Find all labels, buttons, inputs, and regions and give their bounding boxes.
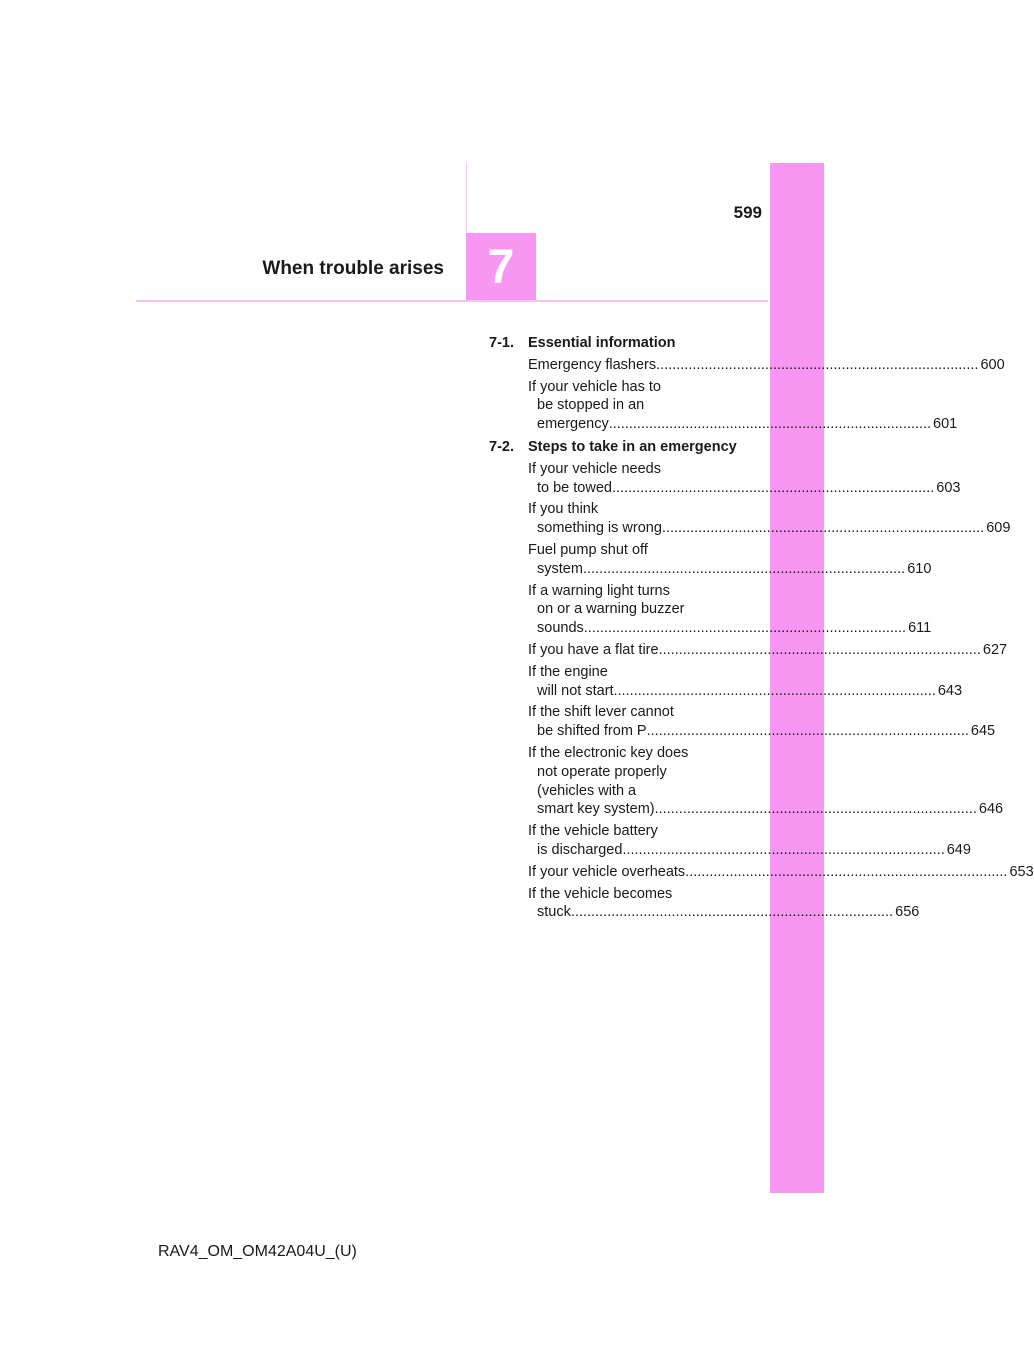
toc-page-number: 603 (936, 479, 961, 496)
toc-entry-text: something is wrong (537, 520, 662, 537)
toc-entry[interactable] (528, 378, 958, 434)
toc-entry-text: If you have a flat tire (528, 641, 659, 658)
toc-entry-text: (vehicles with a (537, 782, 637, 799)
dot-leader: ................................................................................ (661, 520, 985, 537)
header-horizontal-rule (136, 300, 768, 302)
toc-page-number: 645 (970, 723, 996, 740)
toc-page-number: 611 (908, 620, 932, 637)
header-vertical-rule (466, 163, 467, 233)
toc-page-number: 601 (933, 416, 958, 433)
toc-entry-text: If the vehicle becomes (528, 885, 673, 902)
dot-leader: ................................................................................ (658, 641, 981, 658)
toc-entry-text: If the vehicle battery (528, 823, 658, 840)
toc-page-number: 656 (895, 904, 920, 921)
page-number: 599 (733, 203, 762, 222)
toc-page-number: 643 (937, 682, 963, 699)
toc-entry-text: If your vehicle needs (528, 460, 661, 477)
toc-entry[interactable] (528, 356, 1005, 375)
section-number: 7-1. (489, 335, 514, 351)
toc-entry-text: Fuel pump shut off (528, 541, 648, 558)
toc-entry-text: on or a warning buzzer (537, 601, 685, 618)
toc-entry[interactable] (528, 663, 963, 701)
toc-entry[interactable] (528, 744, 1004, 819)
toc-entry[interactable] (528, 500, 1011, 538)
toc-entry-text: will not start (537, 682, 614, 699)
toc-page-number: 609 (986, 520, 1011, 537)
dot-leader: ................................................................................ (646, 723, 969, 740)
toc-page-number: 600 (980, 356, 1005, 373)
toc-page-number: 646 (978, 801, 1004, 818)
section-title: Steps to take in an emergency (528, 438, 737, 455)
toc-page-number: 627 (982, 641, 1008, 658)
toc-entry[interactable] (528, 641, 1008, 660)
toc-entry-text: system (537, 560, 583, 577)
toc-page-number: 610 (907, 560, 932, 577)
toc-entry[interactable] (528, 460, 961, 498)
dot-leader: ................................................................................ (613, 682, 936, 699)
toc-entry-text: If the shift lever cannot (528, 704, 674, 721)
dot-leader: ................................................................................ (654, 801, 977, 818)
toc-entry-text: If you think (528, 501, 599, 518)
toc-page-number: 649 (946, 841, 971, 858)
toc-entry-text: smart key system) (537, 801, 655, 818)
toc-entry-text: stuck (537, 904, 571, 921)
toc-section-heading[interactable] (489, 334, 759, 353)
toc-entry-text: If a warning light turns (528, 582, 670, 599)
toc-entry-text: be shifted from P (537, 723, 647, 740)
chapter-title: When trouble arises (262, 258, 444, 279)
toc-entry-text: If your vehicle overheats (528, 863, 686, 880)
toc-entry[interactable] (528, 822, 971, 860)
toc-page-number: 653 (1009, 863, 1034, 880)
dot-leader: ................................................................................ (622, 841, 945, 858)
toc-entry-text: sounds (537, 620, 584, 637)
toc-entry-text: not operate properly (537, 763, 667, 780)
toc-entry-text: If your vehicle has to (528, 378, 661, 395)
dot-leader: ................................................................................ (608, 416, 932, 433)
dot-leader: ................................................................................ (656, 356, 979, 373)
toc-entry[interactable] (528, 863, 1034, 882)
section-title: Essential information (528, 335, 676, 351)
dot-leader: ................................................................................ (570, 904, 894, 921)
dot-leader: ................................................................................ (582, 560, 906, 577)
toc-entry[interactable] (528, 703, 996, 741)
toc-entry-text: If the engine (528, 663, 608, 680)
toc-entry-text: be stopped in an (537, 397, 645, 414)
table-of-contents (489, 334, 1034, 922)
toc-section-heading[interactable] (489, 438, 759, 457)
footer-document-code: RAV4_OM_OM42A04U_(U) (158, 1243, 357, 1260)
dot-leader: ................................................................................ (583, 620, 907, 637)
toc-entry-text: emergency (537, 416, 609, 433)
dot-leader: ................................................................................ (611, 479, 935, 496)
toc-entry-text: to be towed (537, 479, 612, 496)
toc-entry[interactable] (528, 541, 932, 579)
toc-entry[interactable] (528, 582, 932, 638)
toc-entry[interactable] (528, 885, 920, 923)
toc-entry-text: is discharged (537, 841, 623, 858)
chapter-side-tab (770, 163, 824, 1193)
toc-entry-text: Emergency flashers (528, 356, 657, 373)
chapter-number-box (466, 233, 536, 301)
dot-leader: ................................................................................ (685, 863, 1008, 880)
chapter-number: 7 (487, 240, 515, 294)
toc-entry-text: If the electronic key does (528, 744, 689, 761)
section-number: 7-2. (489, 438, 514, 455)
